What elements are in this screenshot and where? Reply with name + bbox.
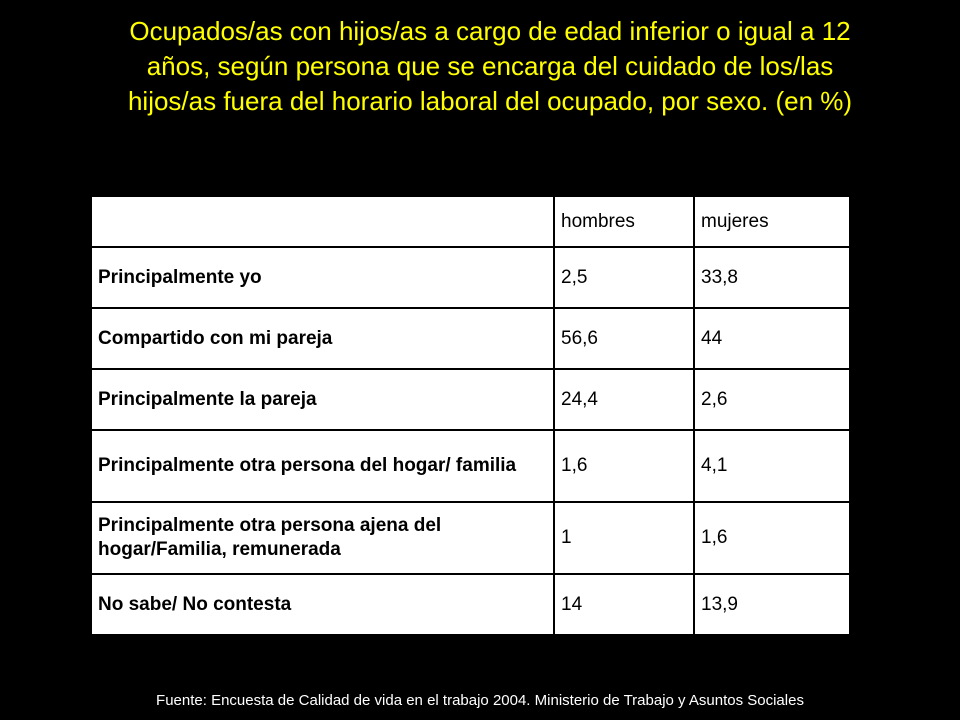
table-row	[91, 430, 850, 502]
table-row	[91, 247, 850, 308]
title-line-3: hijos/as fuera del horario laboral del ocupado, por sexo. (en %)	[127, 86, 853, 116]
cell-mujeres: 4,1	[694, 430, 850, 502]
slide-title	[30, 14, 950, 119]
table-row	[91, 308, 850, 369]
cell-mujeres: 1,6	[694, 502, 850, 574]
data-table	[90, 195, 851, 636]
row-label: Principalmente otra persona del hogar/ familia	[91, 430, 554, 502]
cell-mujeres: 33,8	[694, 247, 850, 308]
source-note: Fuente: Encuesta de Calidad de vida en el trabajo 2004. Ministerio de Trabajo y Asuntos Sociales	[156, 692, 804, 709]
title-line-1: Ocupados/as con hijos/as a cargo de edad inferior o igual a 12	[129, 16, 851, 46]
row-label: Principalmente la pareja	[91, 369, 554, 430]
cell-mujeres: 13,9	[694, 574, 850, 635]
cell-hombres: 56,6	[554, 308, 694, 369]
table-header-row	[91, 196, 850, 247]
row-label: No sabe/ No contesta	[91, 574, 554, 635]
row-label: Compartido con mi pareja	[91, 308, 554, 369]
cell-hombres: 14	[554, 574, 694, 635]
cell-mujeres: 44	[694, 308, 850, 369]
table-row	[91, 369, 850, 430]
table-row	[91, 502, 850, 574]
row-label: Principalmente yo	[91, 247, 554, 308]
header-blank-cell	[91, 196, 554, 247]
row-label: Principalmente otra persona ajena del hogar/Familia, remunerada	[91, 502, 554, 574]
table-row	[91, 574, 850, 635]
header-mujeres: mujeres	[694, 196, 850, 247]
cell-hombres: 24,4	[554, 369, 694, 430]
cell-hombres: 1	[554, 502, 694, 574]
cell-hombres: 1,6	[554, 430, 694, 502]
title-line-2: años, según persona que se encarga del cuidado de los/las	[146, 51, 834, 81]
cell-hombres: 2,5	[554, 247, 694, 308]
header-hombres: hombres	[554, 196, 694, 247]
cell-mujeres: 2,6	[694, 369, 850, 430]
